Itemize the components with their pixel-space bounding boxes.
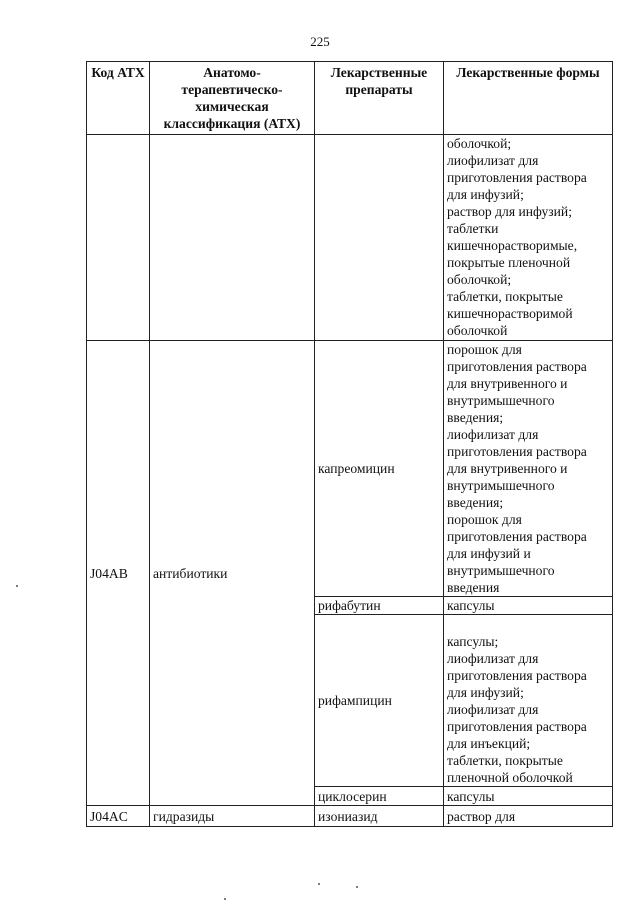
scan-speck — [356, 886, 358, 888]
cell-drug-name: изониазид — [315, 806, 444, 827]
cell-drug-name: циклосерин — [315, 787, 444, 806]
cell-atc-code: J04AC — [87, 806, 150, 827]
header-dosage-forms: Лекарственные формы — [444, 62, 613, 135]
cell-dosage-forms: капсулы; лиофилизат для приготовления раствора для инфузий; лиофилизат для приготовления раствора для инъекций; таблетки, покрытые пленочной оболочкой — [444, 615, 613, 787]
scan-speck — [318, 883, 320, 885]
table-row — [87, 341, 613, 597]
table-row-continuation — [87, 135, 613, 341]
cell-drug-name: капреомицин — [315, 341, 444, 597]
cell-dosage-forms: оболочкой; лиофилизат для приготовления раствора для инфузий; раствор для инфузий; таблетки кишечнорастворимые, покрытые пленочной оболочкой; таблетки, покрытые кишечнорастворимой оболочкой — [444, 135, 613, 341]
cell-drug-name: рифампицин — [315, 615, 444, 787]
table-row — [87, 806, 613, 827]
header-atc-classification: Анатомо-терапевтическо-химическая классификация (АТХ) — [150, 62, 315, 135]
cell-dosage-forms: раствор для — [444, 806, 613, 827]
page-number: 225 — [310, 34, 330, 49]
scan-speck — [224, 898, 226, 900]
header-atc-code: Код АТХ — [87, 62, 150, 135]
cell-dosage-forms: порошок для приготовления раствора для внутривенного и внутримышечного введения; лиофилизат для приготовления раствора для внутривенного и внутримышечного введения; порошок для приготовления раствора для инфузий и внутримышечного введения — [444, 341, 613, 597]
header-drugs: Лекарственные препараты — [315, 62, 444, 135]
scan-speck — [16, 585, 18, 587]
atc-drug-table — [86, 61, 613, 827]
cell-drug-name: рифабутин — [315, 597, 444, 615]
cell-empty — [150, 135, 315, 341]
cell-empty — [315, 135, 444, 341]
cell-dosage-forms: капсулы — [444, 597, 613, 615]
cell-atc-code: J04AB — [87, 341, 150, 806]
cell-atc-classification: антибиотики — [150, 341, 315, 806]
cell-dosage-forms: капсулы — [444, 787, 613, 806]
cell-empty — [87, 135, 150, 341]
table-header-row — [87, 62, 613, 135]
cell-atc-classification: гидразиды — [150, 806, 315, 827]
